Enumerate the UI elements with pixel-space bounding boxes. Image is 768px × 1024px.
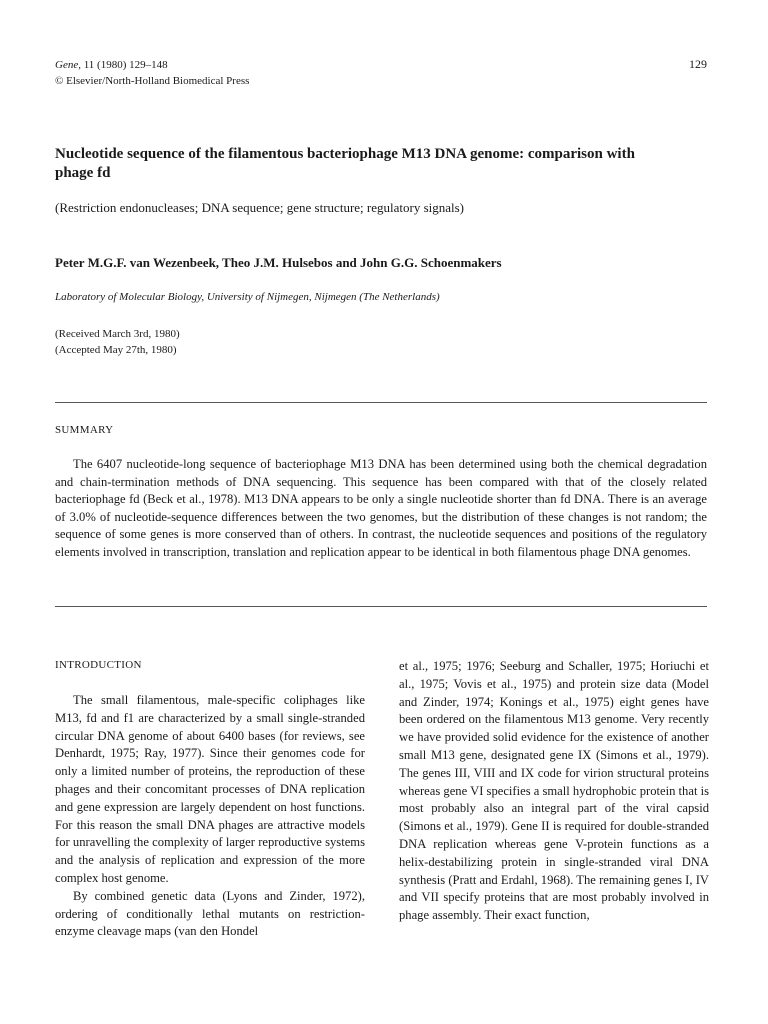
article-title: Nucleotide sequence of the filamentous bacteriophage M13 DNA genome: comparison with phage fd xyxy=(55,146,635,181)
accepted-date: (Accepted May 27th, 1980) xyxy=(55,344,177,356)
page-number: 129 xyxy=(689,57,707,71)
journal-header xyxy=(55,57,249,89)
affiliation: Laboratory of Molecular Biology, University of Nijmegen, Nijmegen (The Netherlands) xyxy=(55,291,440,303)
right-column xyxy=(399,658,709,925)
keywords: (Restriction endonucleases; DNA sequence; gene structure; regulatory signals) xyxy=(55,200,465,215)
introduction-heading: INTRODUCTION xyxy=(55,659,142,671)
summary-text: The 6407 nucleotide-long sequence of bacteriophage M13 DNA has been determined using both the chemical degradation and chain-termination methods of DNA sequencing. This sequence has been compared with that of the closely related bacteriophage fd (Beck et al., 1978). M13 DNA appears to be only a single nucleotide shorter than fd DNA. There is an average of 3.0% of nucleotide-sequence differences between the two genomes, but the distribution of these changes is not random; the sequence of some genes is more conserved than of others. In contrast, the nucleotide sequences and positions of the regulatory elements involved in transcription, translation and replication appear to be identical in both filamentous phage DNA genomes. xyxy=(55,457,707,559)
intro-paragraph-continued: et al., 1975; 1976; Seeburg and Schaller, 1975; Horiuchi et al., 1975; Vovis et al., 1975) and protein size data (Model and Zinder, 1974; Konings et al., 1975) eight genes have been ordered on the filamentous M13 genome. Very recently we have provided solid evidence for the existence of another small M13 gene, designated gene IX (Simons et al., 1979). The genes III, VIII and IX code for virion structural proteins whereas gene VI specifies a small hydrophobic protein that is most probably also an integral part of the viral capsid (Simons et al., 1979). Gene II is required for double-stranded DNA replication whereas gene V-protein functions as a helix-destabilizing protein in single-stranded viral DNA synthesis (Pratt and Erdahl, 1968). The remaining genes I, IV and VII specify proteins that are most probably involved in phage assembly. Their exact function, xyxy=(399,659,709,923)
dates xyxy=(55,326,180,358)
journal-name: Gene, xyxy=(55,59,81,71)
citation-line xyxy=(55,57,249,73)
intro-paragraph-1: The small filamentous, male-specific coliphages like M13, fd and f1 are characterized by a small single-stranded circular DNA genome of about 6400 bases (for reviews, see Denhardt, 1975; Ray, 1977). Since their genomes code for only a limited number of proteins, the reproduction of these phages and their concomitant processes of DNA replication and gene expression are largely dependent on host functions. For this reason the small DNA phages are attractive models for unravelling the complexity of larger reproductive systems and the analysis of replication and expression of the more complex host genome. xyxy=(55,693,365,885)
left-column xyxy=(55,692,365,941)
publisher-line: © Elsevier/North-Holland Biomedical Press xyxy=(55,75,250,87)
summary-top-rule xyxy=(55,402,707,403)
summary-heading: SUMMARY xyxy=(55,424,114,436)
authors: Peter M.G.F. van Wezenbeek, Theo J.M. Hulsebos and John G.G. Schoenmakers xyxy=(55,255,502,270)
intro-paragraph-2: By combined genetic data (Lyons and Zinder, 1972), ordering of conditionally lethal mutants on restriction-enzyme cleavage maps (van den Hondel xyxy=(55,888,365,939)
received-date: (Received March 3rd, 1980) xyxy=(55,328,180,340)
citation-detail: 11 (1980) 129–148 xyxy=(80,59,168,71)
summary-bottom-rule xyxy=(55,606,707,607)
